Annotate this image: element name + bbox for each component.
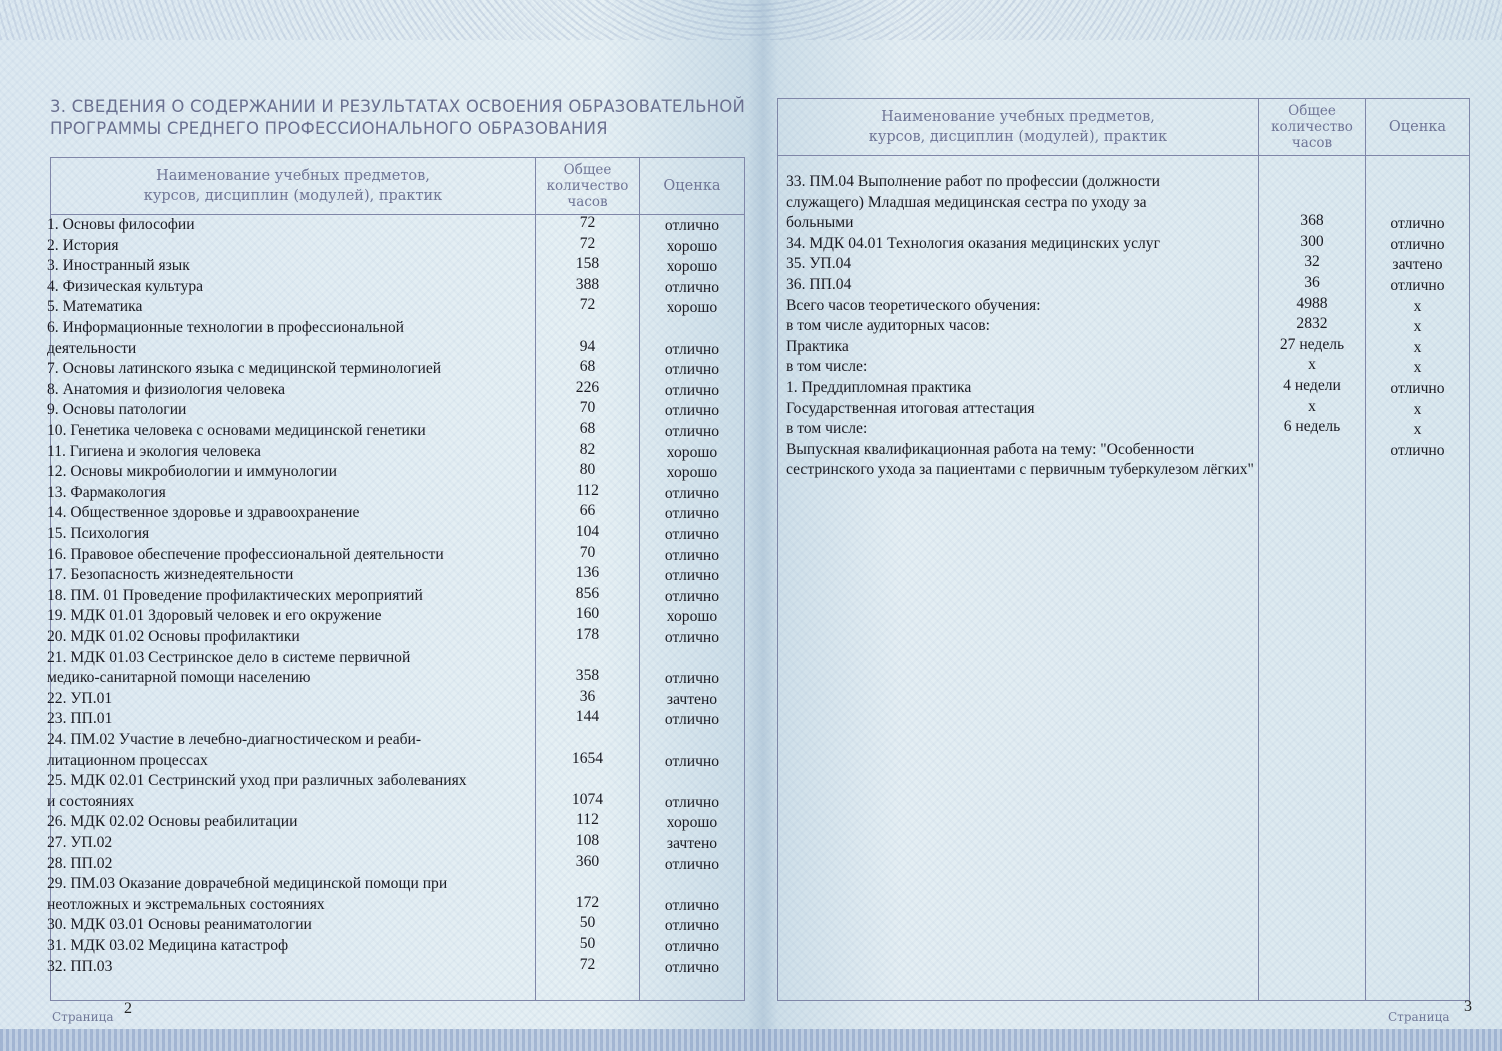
left-row-28-text-1: 28. ПП.02 <box>47 854 113 872</box>
right-row-1-text-1: 33. ПМ.04 Выполнение работ по профессии (должности <box>786 173 1160 190</box>
left-row-4-grade: отлично <box>664 278 720 296</box>
header-hours-line-2: количество <box>546 178 629 194</box>
right-row-11-grade: x <box>1413 421 1422 439</box>
left-row-23-hours: 144 <box>575 708 600 726</box>
header-grade-right <box>1366 99 1469 155</box>
left-row-3-text-1: 3. Иностранный язык <box>47 257 190 275</box>
left-row-24-hours: 1654 <box>571 749 604 767</box>
left-row-21-grade: отлично <box>664 670 720 688</box>
left-row-20-text-1: 20. МДК 01.02 Основы профилактики <box>47 628 300 645</box>
left-row-15-hours: 104 <box>575 523 600 540</box>
page-label-left: Страница <box>52 1010 114 1024</box>
left-row-20-hours: 178 <box>575 626 600 643</box>
left-row-14-grade: отлично <box>664 505 720 523</box>
left-row-4-text-1: 4. Физическая культура <box>47 277 204 295</box>
left-row-29-hours: 172 <box>575 893 600 911</box>
left-row-15-text-1: 15. Психология <box>47 525 150 542</box>
left-row-27-grade: зачтено <box>666 835 718 852</box>
right-row-10-grade: x <box>1413 400 1422 418</box>
left-row-23-grade: отлично <box>664 711 720 729</box>
left-row-27-text-1: 27. УП.02 <box>47 834 113 851</box>
left-row-13-grade: отлично <box>664 484 720 502</box>
header-name-right-line-2: курсов, дисциплин (модулей), практик <box>868 129 1168 145</box>
left-row-10-grade: отлично <box>664 423 720 440</box>
right-row-10-hours: x <box>1308 397 1316 415</box>
left-row-29-text-2: неотложных и экстремальных состояниях <box>47 895 325 913</box>
section-heading <box>50 96 750 140</box>
page-number-right: 3 <box>1464 998 1472 1015</box>
right-row-12-text-2: сестринского ухода за пациентами с первичным туберкулезом лёгких" <box>786 461 1254 479</box>
heading-line-2: ПРОГРАММЫ СРЕДНЕГО ПРОФЕССИОНАЛЬНОГО ОБРАЗОВАНИЯ <box>50 119 608 138</box>
left-row-2-hours: 72 <box>579 234 596 252</box>
right-row-5-grade: x <box>1413 297 1422 315</box>
header-hours-right-line-3: часов <box>1291 135 1333 151</box>
left-row-2-grade: хорошо <box>666 237 718 255</box>
left-row-26-grade: хорошо <box>666 814 718 832</box>
right-results-table <box>777 98 1470 1001</box>
left-row-11-hours: 82 <box>579 440 596 458</box>
header-name-right <box>778 99 1258 155</box>
left-row-16-text-1: 16. Правовое обеспечение профессиональной деятельности <box>47 545 444 563</box>
left-row-32-grade: отлично <box>664 958 720 976</box>
left-row-2-text-1: 2. История <box>47 236 119 254</box>
left-row-7-hours: 68 <box>579 358 596 376</box>
page-number-left: 2 <box>124 1000 132 1017</box>
guilloche-border-bottom <box>0 1029 1502 1051</box>
left-row-16-hours: 70 <box>579 543 596 561</box>
right-row-11-text-1: в том числе: <box>786 420 868 438</box>
left-row-21-text-1: 21. МДК 01.03 Сестринское дело в системе первичной <box>47 648 411 666</box>
left-row-6-text-1: 6. Информационные технологии в профессиональной <box>47 319 405 336</box>
right-row-2-grade: отлично <box>1390 235 1445 253</box>
right-row-9-grade: отлично <box>1390 380 1445 397</box>
left-row-23-text-1: 23. ПП.01 <box>47 710 113 728</box>
right-row-9-text-1: 1. Преддипломная практика <box>786 379 972 396</box>
right-row-10-text-1: Государственная итоговая аттестация <box>786 399 1035 417</box>
left-row-17-grade: отлично <box>664 567 720 585</box>
left-row-14-hours: 66 <box>579 502 596 520</box>
left-row-1-text-1: 1. Основы философии <box>47 216 195 233</box>
page-fold <box>748 0 778 1051</box>
header-name-right-line-1: Наименование учебных предметов, <box>881 109 1155 125</box>
left-results-table <box>47 157 745 1001</box>
right-row-5-hours: 4988 <box>1296 294 1328 312</box>
left-row-4-hours: 388 <box>575 275 600 293</box>
left-row-14-text-1: 14. Общественное здоровье и здравоохранение <box>47 504 360 522</box>
left-row-9-grade: отлично <box>664 402 720 420</box>
header-name-line-2: курсов, дисциплин (модулей), практик <box>143 188 443 204</box>
left-row-26-hours: 112 <box>576 811 599 829</box>
header-hours-right <box>1259 99 1365 155</box>
left-row-25-text-2: и состояниях <box>47 792 135 810</box>
left-row-15-grade: отлично <box>664 526 720 543</box>
left-row-26-text-1: 26. МДК 02.02 Основы реабилитации <box>47 813 298 831</box>
left-row-25-text-1: 25. МДК 02.01 Сестринский уход при различных заболеваниях <box>47 772 467 790</box>
left-row-3-grade: хорошо <box>666 258 718 276</box>
left-row-16-grade: отлично <box>664 546 720 564</box>
right-row-11-hours: 6 недель <box>1283 418 1341 436</box>
header-hours-right-line-2: количество <box>1271 119 1353 135</box>
left-row-12-hours: 80 <box>579 461 596 479</box>
left-row-29-text-1: 29. ПМ.03 Оказание доврачебной медицинской помощи при <box>47 875 448 893</box>
left-row-17-hours: 136 <box>575 564 600 582</box>
left-row-30-hours: 50 <box>579 914 596 932</box>
left-row-9-text-1: 9. Основы патологии <box>47 401 187 419</box>
left-row-11-text-1: 11. Гигиена и экология человека <box>47 442 261 460</box>
left-row-31-grade: отлично <box>664 938 720 955</box>
left-row-7-text-1: 7. Основы латинского языка с медицинской терминологией <box>47 360 442 378</box>
left-row-28-grade: отлично <box>664 855 720 873</box>
header-grade <box>640 158 744 214</box>
header-name <box>51 158 535 214</box>
right-row-4-grade: отлично <box>1390 277 1445 294</box>
right-row-12-grade: отлично <box>1390 441 1445 459</box>
right-row-1-grade: отлично <box>1390 215 1445 233</box>
right-row-3-text-1: 35. УП.04 <box>786 255 852 273</box>
left-row-18-grade: отлично <box>664 587 720 605</box>
left-row-1-grade: отлично <box>664 217 720 234</box>
left-row-28-hours: 360 <box>575 852 600 870</box>
left-row-22-grade: зачтено <box>666 690 718 708</box>
header-hours-line-1: Общее <box>563 162 612 178</box>
header-hours-line-3: часов <box>567 194 608 210</box>
left-row-32-text-1: 32. ПП.03 <box>47 957 113 975</box>
left-row-30-grade: отлично <box>664 917 720 935</box>
right-row-3-grade: зачтено <box>1392 256 1443 274</box>
left-row-10-hours: 68 <box>579 420 596 437</box>
header-name-line-1: Наименование учебных предметов, <box>156 168 430 184</box>
left-row-7-grade: отлично <box>664 361 720 379</box>
left-row-1-hours: 72 <box>579 214 596 231</box>
right-row-5-text-1: Всего часов теоретического обучения: <box>786 296 1041 314</box>
left-row-8-text-1: 8. Анатомия и физиология человека <box>47 380 286 398</box>
header-hours <box>536 158 639 214</box>
header-grade-right-label: Оценка <box>1388 119 1447 135</box>
right-row-1-text-2: служащего) Младшая медицинская сестра по уходу за <box>786 193 1147 211</box>
left-row-31-text-1: 31. МДК 03.02 Медицина катастроф <box>47 937 289 954</box>
left-row-6-hours: 94 <box>579 337 596 355</box>
left-row-8-grade: отлично <box>664 381 720 399</box>
right-row-7-text-1: Практика <box>786 337 849 355</box>
left-row-29-grade: отлично <box>664 896 720 914</box>
right-row-6-text-1: в том числе аудиторных часов: <box>786 317 990 335</box>
right-row-1-text-3: больными <box>786 214 854 232</box>
header-divider-right <box>778 155 1469 156</box>
left-row-21-text-2: медико-санитарной помощи населению <box>47 669 311 687</box>
left-row-19-grade: хорошо <box>666 608 718 626</box>
header-hours-right-line-1: Общее <box>1288 103 1336 119</box>
left-row-22-text-1: 22. УП.01 <box>47 689 113 707</box>
left-row-8-hours: 226 <box>575 378 600 396</box>
right-row-1-hours: 368 <box>1300 212 1324 230</box>
right-row-12-text-1: Выпускная квалификационная работа на тему: "Особенности <box>786 440 1195 458</box>
left-row-18-text-1: 18. ПМ. 01 Проведение профилактических мероприятий <box>47 586 423 604</box>
left-row-30-text-1: 30. МДК 03.01 Основы реаниматологии <box>47 916 312 934</box>
left-row-27-hours: 108 <box>575 832 600 849</box>
left-row-6-grade: отлично <box>664 340 720 358</box>
header-grade-label: Оценка <box>663 178 721 194</box>
left-row-25-hours: 1074 <box>571 790 604 808</box>
left-row-31-hours: 50 <box>579 935 596 952</box>
left-row-21-hours: 358 <box>575 667 600 685</box>
right-row-4-hours: 36 <box>1304 274 1320 291</box>
left-row-11-grade: хорошо <box>666 443 718 461</box>
left-row-24-text-2: литационном процессах <box>47 751 208 769</box>
left-row-17-text-1: 17. Безопасность жизнедеятельности <box>47 566 294 584</box>
heading-line-1: 3. СВЕДЕНИЯ О СОДЕРЖАНИИ И РЕЗУЛЬТАТАХ ОСВОЕНИЯ ОБРАЗОВАТЕЛЬНОЙ <box>50 97 746 116</box>
right-row-6-hours: 2832 <box>1296 315 1328 333</box>
left-row-24-grade: отлично <box>664 752 720 770</box>
left-row-18-hours: 856 <box>575 584 600 602</box>
right-row-2-hours: 300 <box>1300 232 1324 250</box>
page-label-right: Страница <box>1388 1010 1450 1024</box>
left-row-13-text-1: 13. Фармакология <box>47 483 166 501</box>
left-row-24-text-1: 24. ПМ.02 Участие в лечебно-диагностическом и реаби- <box>47 731 422 748</box>
left-row-19-hours: 160 <box>575 605 600 623</box>
left-row-5-grade: хорошо <box>666 299 718 317</box>
left-row-3-hours: 158 <box>575 255 600 273</box>
right-row-8-text-1: в том числе: <box>786 358 868 376</box>
right-row-6-grade: x <box>1413 318 1422 336</box>
left-row-25-grade: отлично <box>664 793 720 811</box>
left-row-20-grade: отлично <box>664 629 720 646</box>
left-row-32-hours: 72 <box>579 955 596 973</box>
left-row-5-hours: 72 <box>579 296 596 314</box>
left-row-22-hours: 36 <box>579 687 596 705</box>
left-row-12-text-1: 12. Основы микробиологии и иммунологии <box>47 463 337 481</box>
left-row-6-text-2: деятельности <box>47 339 137 357</box>
right-row-3-hours: 32 <box>1304 253 1320 271</box>
right-row-4-text-1: 36. ПП.04 <box>786 276 852 293</box>
right-row-7-grade: x <box>1413 338 1422 356</box>
left-row-13-hours: 112 <box>576 481 599 499</box>
left-row-19-text-1: 19. МДК 01.01 Здоровый человек и его окружение <box>47 607 382 625</box>
right-row-7-hours: 27 недель <box>1279 335 1345 353</box>
left-row-9-hours: 70 <box>579 399 596 417</box>
right-row-8-grade: x <box>1413 359 1422 377</box>
left-row-5-text-1: 5. Математика <box>47 298 143 316</box>
right-row-2-text-1: 34. МДК 04.01 Технология оказания медицинских услуг <box>786 234 1160 252</box>
right-row-9-hours: 4 недели <box>1283 377 1341 394</box>
left-row-10-text-1: 10. Генетика человека с основами медицинской генетики <box>47 422 426 439</box>
right-row-8-hours: x <box>1308 356 1316 374</box>
left-row-12-grade: хорошо <box>666 464 718 482</box>
